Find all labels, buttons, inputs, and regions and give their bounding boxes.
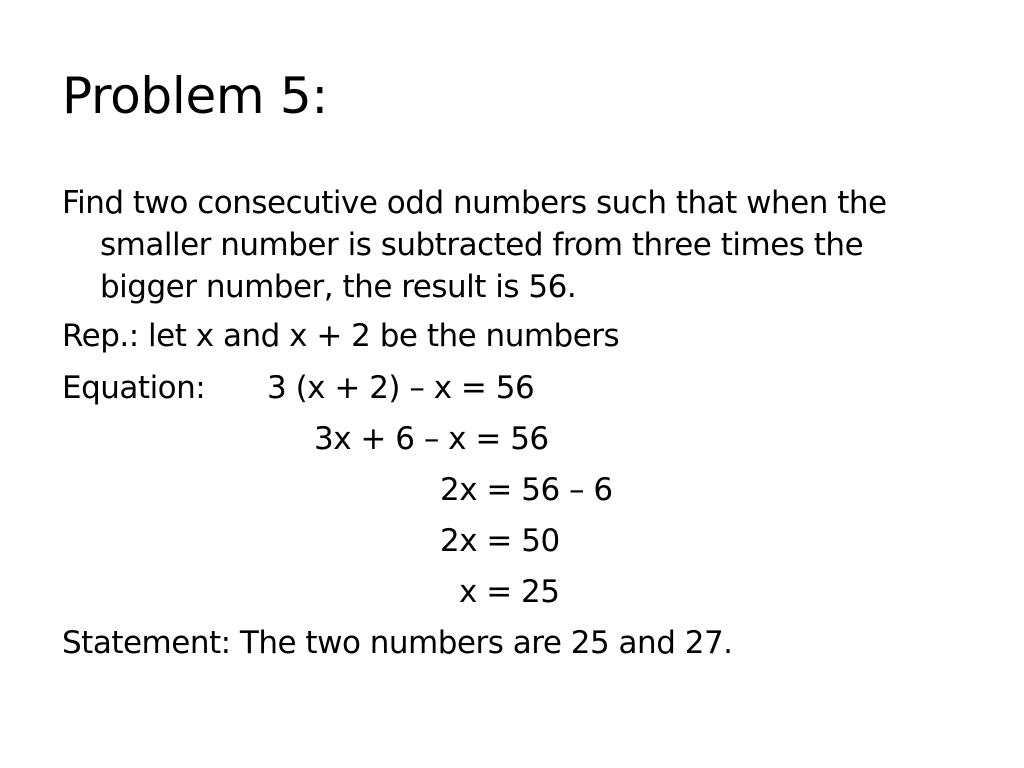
equation-line — [62, 368, 534, 408]
equation-step-5: x = 25 — [459, 574, 560, 610]
representation-line: Rep.: let x and x + 2 be the numbers — [62, 318, 620, 354]
statement-line: Statement: The two numbers are 25 and 27. — [62, 625, 733, 661]
equation-label: Equation: — [62, 370, 206, 406]
equation-step-2: 3x + 6 – x = 56 — [314, 421, 549, 457]
equation-step-4: 2x = 50 — [440, 523, 560, 559]
equation-step-1: 3 (x + 2) – x = 56 — [267, 370, 535, 406]
problem-text: Find two consecutive odd numbers such that when the smaller number is subtracted from three times the bigger number, the result is 56. — [62, 185, 887, 305]
slide-title: Problem 5: — [62, 67, 328, 125]
equation-step-3: 2x = 56 – 6 — [440, 472, 613, 508]
